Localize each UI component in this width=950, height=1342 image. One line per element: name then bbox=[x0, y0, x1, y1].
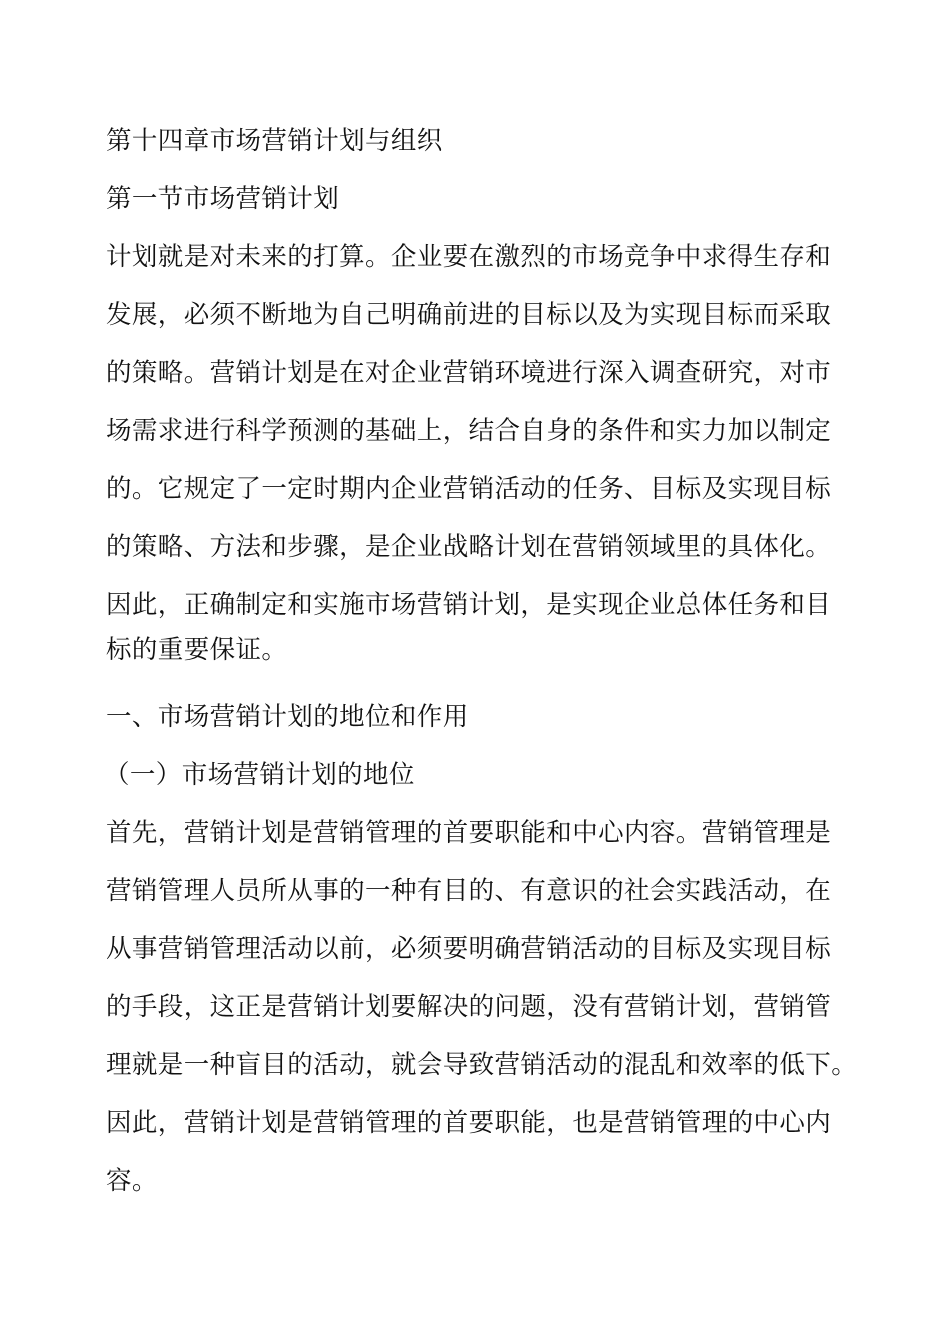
paragraph-line: 从事营销管理活动以前，必须要明确营销活动的目标及实现目标 bbox=[106, 934, 832, 964]
paragraph-line: 营销管理人员所从事的一种有目的、有意识的社会实践活动，在 bbox=[106, 876, 832, 906]
paragraph-line: 理就是一种盲目的活动，就会导致营销活动的混乱和效率的低下。 bbox=[106, 1050, 858, 1080]
section-title: 第一节市场营销计划 bbox=[106, 184, 340, 214]
paragraph-line: 容。 bbox=[106, 1166, 158, 1196]
paragraph-line: 因此，营销计划是营销管理的首要职能，也是营销管理的中心内 bbox=[106, 1108, 832, 1138]
chapter-title: 第十四章市场营销计划与组织 bbox=[106, 126, 443, 156]
paragraph-line: 首先，营销计划是营销管理的首要职能和中心内容。营销管理是 bbox=[106, 818, 832, 848]
paragraph-line: 的策略。营销计划是在对企业营销环境进行深入调查研究，对市 bbox=[106, 358, 832, 388]
subsection-heading: 一、市场营销计划的地位和作用 bbox=[106, 702, 469, 732]
paragraph-line: 发展，必须不断地为自己明确前进的目标以及为实现目标而采取 bbox=[106, 300, 832, 330]
paragraph-line: 场需求进行科学预测的基础上，结合自身的条件和实力加以制定 bbox=[106, 416, 832, 446]
paragraph-line: 的。它规定了一定时期内企业营销活动的任务、目标及实现目标 bbox=[106, 474, 832, 504]
paragraph-line: 计划就是对未来的打算。企业要在激烈的市场竞争中求得生存和 bbox=[106, 242, 832, 272]
paragraph-line: 标的重要保证。 bbox=[106, 635, 288, 665]
sub-subsection-heading: （一）市场营销计划的地位 bbox=[104, 760, 415, 790]
paragraph-line: 的策略、方法和步骤，是企业战略计划在营销领域里的具体化。 bbox=[106, 532, 832, 562]
paragraph-line: 因此，正确制定和实施市场营销计划，是实现企业总体任务和目 bbox=[106, 590, 832, 620]
paragraph-line: 的手段，这正是营销计划要解决的问题，没有营销计划，营销管 bbox=[106, 992, 832, 1022]
